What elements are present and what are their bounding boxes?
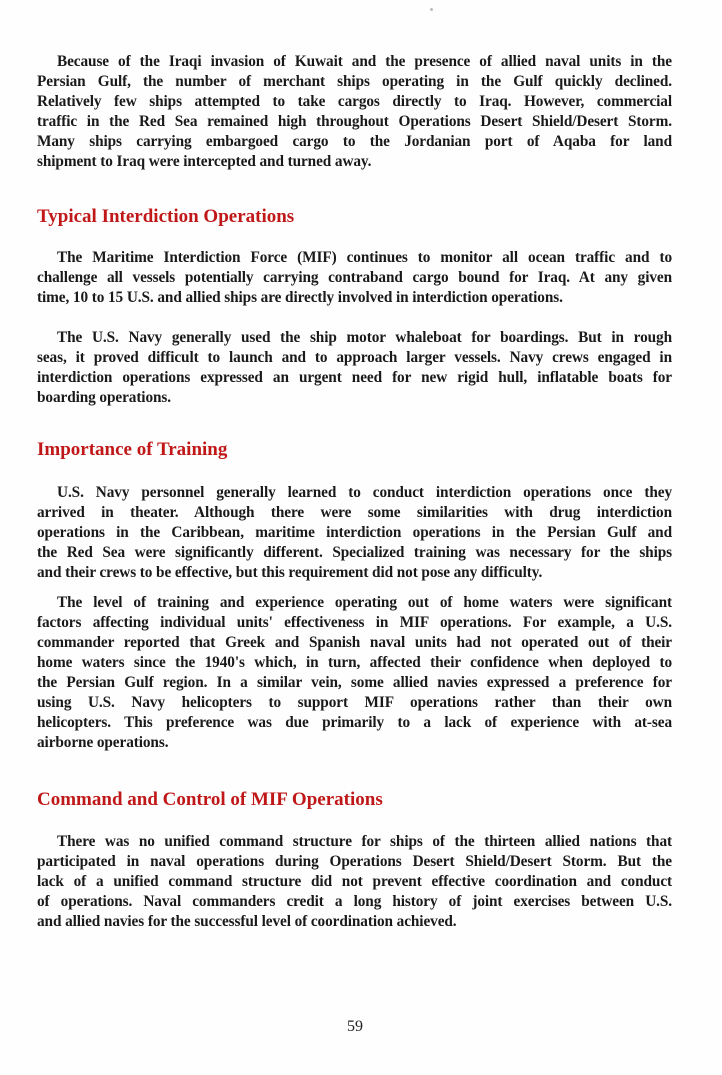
text-line: of operations. Naval commanders credit a long history of joint exercises between U.S. [37,893,672,910]
text-line: Many ships carrying embargoed cargo to the Jordanian port of Aqaba for land [37,133,672,150]
text-line: the Red Sea were significantly different. Specialized training was necessary for the ships [37,544,672,561]
paragraph [37,52,672,172]
text-line: time, 10 to 15 U.S. and allied ships are directly involved in interdiction operations. [37,289,563,306]
document-content [37,52,672,932]
text-line: Persian Gulf, the number of merchant ships operating in the Gulf quickly declined. [37,73,672,90]
paragraph [37,248,672,308]
text-line: factors affecting individual units' effectiveness in MIF operations. For example, a U.S. [37,614,672,631]
text-line: The U.S. Navy generally used the ship motor whaleboat for boardings. But in rough [57,329,672,346]
text-line: The Maritime Interdiction Force (MIF) continues to monitor all ocean traffic and to [57,249,672,266]
text-line: helicopters. This preference was due primarily to a lack of experience with at-sea [37,714,672,731]
text-line: traffic in the Red Sea remained high throughout Operations Desert Shield/Desert Storm. [37,113,672,130]
text-line: participated in naval operations during Operations Desert Shield/Desert Storm. But the [37,853,672,870]
text-line: seas, it proved difficult to launch and to approach larger vessels. Navy crews engaged in [37,349,672,366]
text-line: arrived in theater. Although there were some similarities with drug interdiction [37,504,672,521]
paragraph [37,832,672,932]
heading-typical-interdiction-operations: Typical Interdiction Operations [37,206,295,227]
text-line: the Persian Gulf region. In a similar vein, some allied navies expressed a preference for [37,674,672,691]
text-line: challenge all vessels potentially carrying contraband cargo bound for Iraq. At any given [37,269,672,286]
text-line: commander reported that Greek and Spanish naval units had not operated out of their [37,634,672,651]
page-number: 59 [347,1018,363,1035]
text-line: home waters since the 1940's which, in turn, affected their confidence when deployed to [37,654,672,671]
text-line: airborne operations. [37,734,169,751]
text-line: The level of training and experience operating out of home waters were significant [57,594,672,611]
heading-importance-of-training: Importance of Training [37,439,228,460]
text-line: U.S. Navy personnel generally learned to conduct interdiction operations once they [57,484,672,501]
text-line: shipment to Iraq were intercepted and turned away. [37,153,372,170]
text-line: and allied navies for the successful level of coordination achieved. [37,913,457,930]
paragraph [37,328,672,408]
text-line: lack of a unified command structure did not prevent effective coordination and conduct [37,873,672,890]
paragraph [37,483,672,583]
scan-artifact-dot [430,8,433,11]
paragraph [37,593,672,753]
text-line: and their crews to be effective, but this requirement did not pose any difficulty. [37,564,543,581]
text-line: operations in the Caribbean, maritime interdiction operations in the Persian Gulf and [37,524,672,541]
text-line: Because of the Iraqi invasion of Kuwait and the presence of allied naval units in the [57,53,672,70]
text-line: Relatively few ships attempted to take cargos directly to Iraq. However, commercial [37,93,672,110]
text-line: There was no unified command structure for ships of the thirteen allied nations that [57,833,672,850]
text-line: using U.S. Navy helicopters to support MIF operations rather than their own [37,694,672,711]
text-line: interdiction operations expressed an urgent need for new rigid hull, inflatable boats for [37,369,672,386]
heading-command-and-control-of-mif-operations: Command and Control of MIF Operations [37,789,383,810]
text-line: boarding operations. [37,389,171,406]
